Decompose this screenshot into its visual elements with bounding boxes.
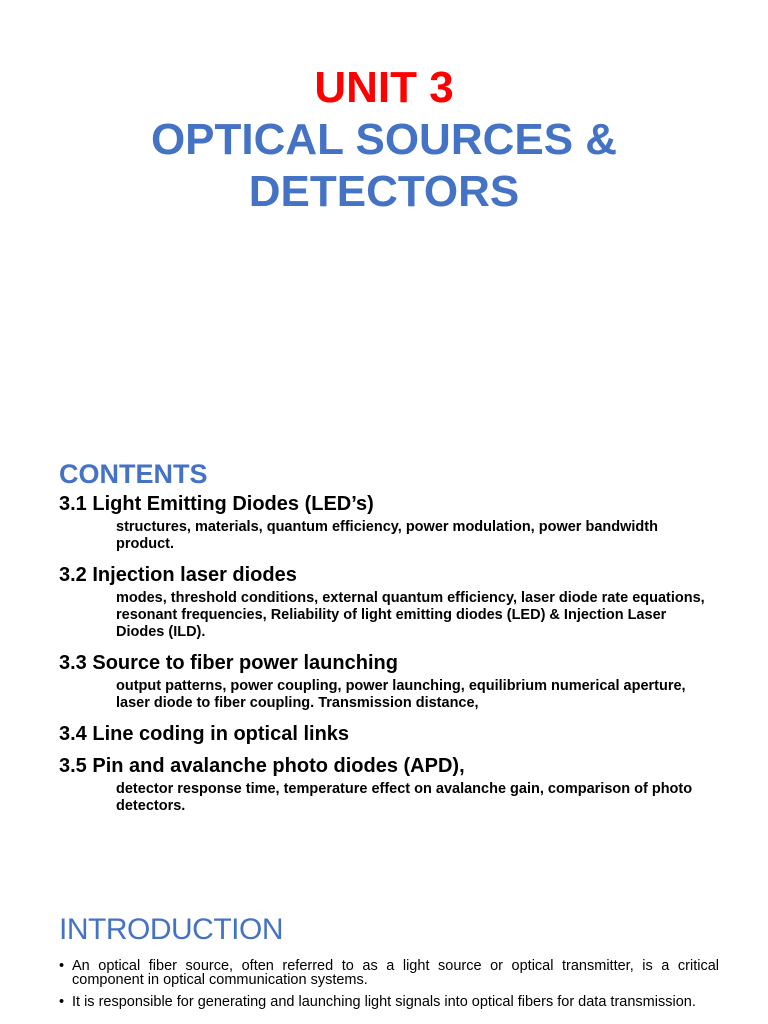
introduction-list: [59, 959, 719, 1017]
list-item-text: An optical fiber source, often referred to as a light source or optical transmitter, is a critical component in optical communication systems.: [72, 958, 719, 988]
bullet-icon: •: [59, 994, 65, 1010]
contents-item-3-3: [59, 651, 719, 712]
introduction-heading: INTRODUCTION: [59, 913, 283, 946]
section-description: modes, threshold conditions, external quantum efficiency, laser diode rate equations, resonant frequencies, Reliability of light emitting diodes (LED) & Injection Laser Diodes (ILD).: [116, 590, 705, 640]
list-item: [59, 995, 719, 1009]
contents-item-3-5: [59, 754, 719, 815]
section-description: structures, materials, quantum efficiency, power modulation, power bandwidth product.: [116, 519, 658, 552]
section-title: 3.2 Injection laser diodes: [59, 564, 297, 586]
unit-title: UNIT 3: [314, 63, 454, 112]
section-title: 3.5 Pin and avalanche photo diodes (APD),: [59, 755, 465, 777]
list-item: [59, 959, 719, 987]
main-title-line-2: DETECTORS: [248, 167, 520, 216]
main-title-line-1: OPTICAL SOURCES &: [150, 115, 618, 164]
section-title: 3.4 Line coding in optical links: [59, 723, 350, 745]
contents-section: [59, 458, 719, 815]
section-title: 3.1 Light Emitting Diodes (LED’s): [59, 493, 374, 515]
section-description: detector response time, temperature effect on avalanche gain, comparison of photo detectors.: [116, 781, 693, 814]
section-title: 3.3 Source to fiber power launching: [59, 652, 398, 674]
contents-heading: CONTENTS: [59, 459, 208, 489]
main-title: [0, 114, 768, 218]
contents-item-3-1: [59, 492, 719, 553]
contents-item-3-4: [59, 722, 719, 746]
section-description: output patterns, power coupling, power launching, equilibrium numerical aperture, laser diode to fiber coupling. Transmission distance,: [116, 678, 686, 711]
bullet-icon: •: [59, 958, 65, 974]
list-item-text: It is responsible for generating and launching light signals into optical fibers for data transmission.: [72, 994, 696, 1010]
contents-item-3-2: [59, 563, 719, 641]
